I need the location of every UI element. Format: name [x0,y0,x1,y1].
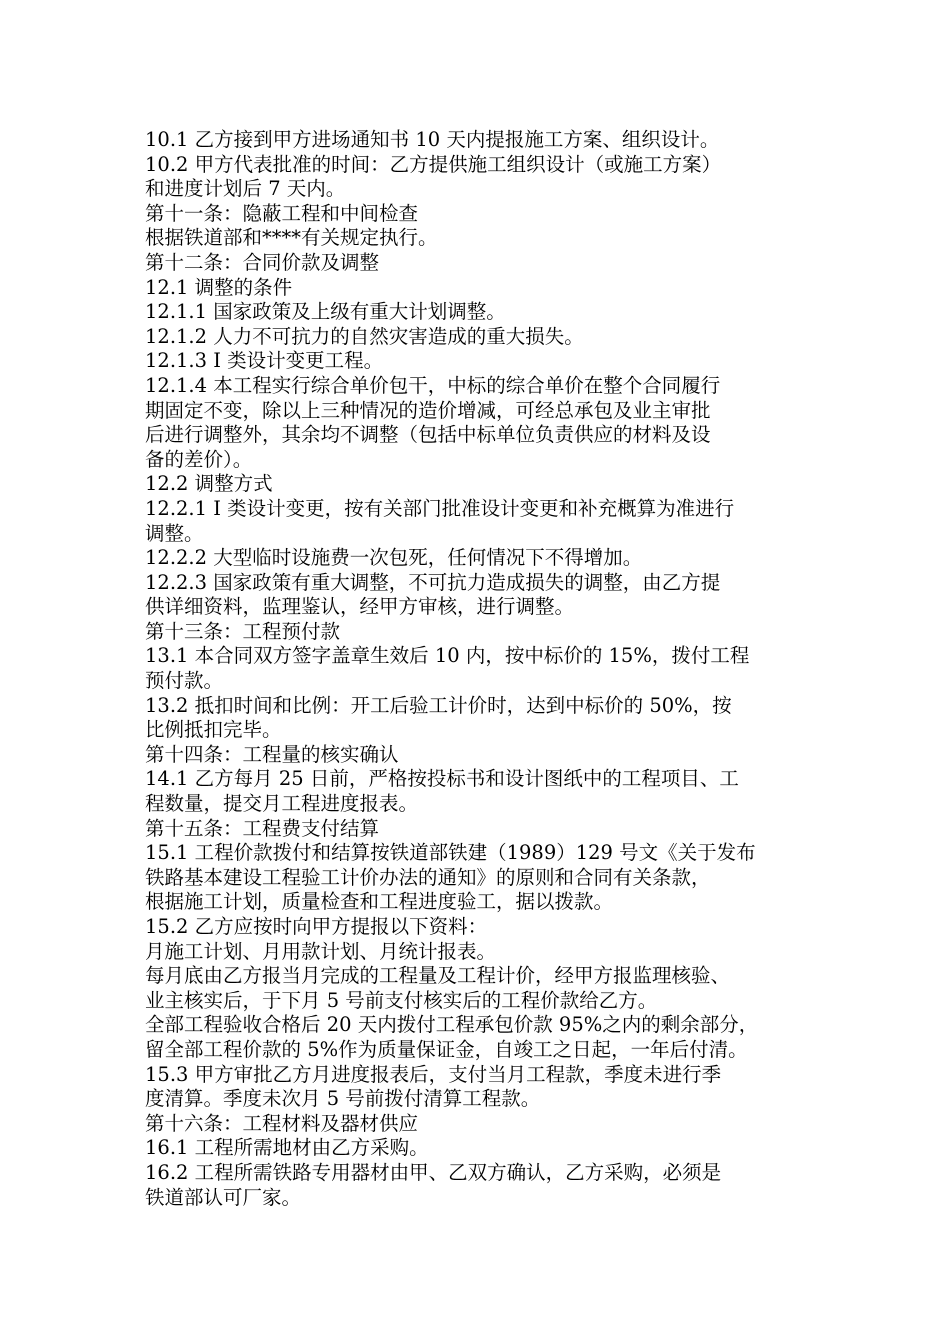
text-line: 全部工程验收合格后 20 天内拨付工程承包价款 95%之内的剩余部分， [145,1013,759,1037]
text-line: 12.2.2 大型临时设施费一次包死，任何情况下不得增加。 [145,546,643,570]
text-line: 和进度计划后 7 天内。 [145,177,346,201]
text-line: 铁道部认可厂家。 [145,1185,302,1209]
text-line: 根据铁道部和****有关规定执行。 [145,226,438,250]
text-line: 12.1.1 国家政策及上级有重大计划调整。 [145,300,506,324]
text-line: 12.1.3 I 类设计变更工程。 [145,349,384,373]
text-line: 12.1 调整的条件 [145,275,293,299]
section-heading: 第十五条：工程费支付结算 [145,816,380,840]
section-heading: 第十六条：工程材料及器材供应 [145,1111,419,1135]
section-heading: 第十三条：工程预付款 [145,619,341,643]
text-line: 每月底由乙方报当月完成的工程量及工程计价，经甲方报监理核验、 [145,964,731,988]
text-line: 10.1 乙方接到甲方进场通知书 10 天内提报施工方案、组织设计。 [145,128,720,151]
section-heading: 第十一条：隐蔽工程和中间检查 [145,201,419,225]
text-line: 12.2.1 I 类设计变更，按有关部门批准设计变更和补充概算为准进行 [145,496,735,520]
text-line: 15.1 工程价款拨付和结算按铁道部铁建（1989）129 号文《关于发布 [145,841,756,865]
document-body [145,128,825,1210]
text-line: 供详细资料，监理鉴认，经甲方审核，进行调整。 [145,595,575,619]
text-line: 15.3 甲方审批乙方月进度报表后，支付当月工程款，季度未进行季 [145,1062,722,1086]
text-line: 留全部工程价款的 5%作为质量保证金，自竣工之日起，一年后付清。 [145,1037,748,1061]
text-line: 程数量，提交月工程进度报表。 [145,792,419,816]
text-line: 根据施工计划，质量检查和工程进度验工，据以拨款。 [145,890,614,914]
section-heading: 第十四条：工程量的核实确认 [145,742,399,766]
text-line: 后进行调整外，其余均不调整（包括中标单位负责供应的材料及设 [145,423,711,447]
text-line: 13.2 抵扣时间和比例：开工后验工计价时，达到中标价的 50%，按 [145,693,732,717]
text-line: 16.1 工程所需地材由乙方采购。 [145,1136,429,1160]
text-line: 10.2 甲方代表批准的时间：乙方提供施工组织设计（或施工方案） [145,152,722,176]
text-line: 12.1.2 人力不可抗力的自然灾害造成的重大损失。 [145,324,584,348]
text-line: 期固定不变，除以上三种情况的造价增减，可经总承包及业主审批 [145,398,711,422]
text-line: 铁路基本建设工程验工计价办法的通知》的原则和合同有关条款， [145,865,711,889]
text-line: 12.2 调整方式 [145,472,273,496]
text-line: 比例抵扣完毕。 [145,718,282,742]
text-line: 16.2 工程所需铁路专用器材由甲、乙双方确认，乙方采购，必须是 [145,1160,722,1184]
text-line: 备的差价）。 [145,447,253,471]
text-line: 14.1 乙方每月 25 日前，严格按投标书和设计图纸中的工程项目、工 [145,767,739,791]
text-line: 15.2 乙方应按时向甲方提报以下资料： [145,915,488,938]
text-line: 预付款。 [145,669,224,693]
text-line: 月施工计划、月用款计划、月统计报表。 [145,939,497,963]
text-line: 13.1 本合同双方签字盖章生效后 10 内，按中标价的 15%，拨付工程 [145,644,750,668]
text-line: 业主核实后，于下月 5 号前支付核实后的工程价款给乙方。 [145,988,658,1012]
text-line: 12.1.4 本工程实行综合单价包干，中标的综合单价在整个合同履行 [145,373,721,397]
text-line: 调整。 [145,521,204,545]
text-line: 12.2.3 国家政策有重大调整，不可抗力造成损失的调整，由乙方提 [145,570,721,594]
section-heading: 第十二条：合同价款及调整 [145,250,380,274]
text-line: 度清算。季度未次月 5 号前拨付清算工程款。 [145,1087,541,1111]
